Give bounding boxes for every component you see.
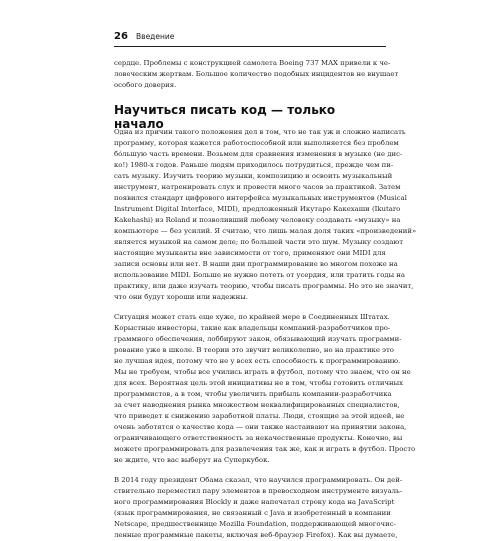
text-line: ко!) 1980-х годов. Раньше людям приходилось потрудиться, прежде чем пи-: [114, 161, 394, 169]
text-line: Ситуация может стать еще хуже, по крайней мере в Соединенных Штатах.: [114, 313, 390, 321]
text-line: можете программировать для развлечения так же, как и играть в футбол. Просто: [114, 445, 416, 453]
text-line: Instrument Digital Interface, MIDI), предложенный Икутаро Какехаши (Ikutaro: [114, 205, 401, 213]
text-line: В 2014 году президент Обама сказал, что научился программировать. Он дей-: [114, 476, 403, 484]
text-line: настоящие музыканты вне зависимости от того, применяют они MIDI для: [114, 249, 386, 257]
page-number: 26: [114, 31, 128, 42]
text-line: граммного обеспечения, лоббируют закон, обязывающий изучать программи-: [114, 335, 402, 343]
text-line: Одна из причин такого положения дел в том, что не так уж и сложно написать: [114, 128, 406, 136]
paragraph-4: [114, 475, 403, 541]
running-section-title: Введение: [136, 32, 175, 41]
text-line: Netscape, предшественнице Mozilla Foundation, поддерживающей многочис-: [114, 520, 396, 528]
text-line: программу, которая кажется работоспособной или выполняется без проблем: [114, 139, 399, 147]
page-header: [114, 26, 386, 47]
text-line: рование уже в школе. В теории это звучит великолепно, но на практике это: [114, 346, 394, 354]
text-line: ленные программные пакеты, включая веб-браузер Firefox). Как вы думаете,: [114, 531, 398, 539]
text-line: очень заботятся о качестве кода — они также настаивают на принятии закона,: [114, 423, 407, 431]
text-line: особого доверия.: [114, 81, 177, 89]
text-line: Корыстные инвесторы, такие как владельцы компаний-разработчиков про-: [114, 324, 391, 332]
text-line: что они будут хороши или надежны.: [114, 293, 248, 301]
text-line: сать музыку. Изучить теорию музыки, композицию и освоить музыкальный: [114, 172, 393, 180]
section-heading: Научиться писать код — только начало: [114, 103, 336, 131]
text-line: сердце. Проблемы с конструкцией самолета Boeing 737 MAX привели к че-: [114, 59, 391, 67]
text-line: Мы не требуем, чтобы все учились играть в футбол, потому что знаем, что он не: [114, 368, 411, 376]
text-line: за счет наводнения рынка множеством неквалифицированных специалистов,: [114, 401, 400, 409]
text-line: программистов, а в том, чтобы увеличить прибыль компании-разработчика: [114, 390, 392, 398]
text-line: инструмент, натренировать слух и провести много часов за практикой. Затем: [114, 183, 401, 191]
text-line: ловеческим жертвам. Большое количество подобных инцидентов не внушает: [114, 70, 399, 78]
text-line: записи основы или нет. В наши дни программирование во многом похоже на: [114, 260, 398, 268]
text-line: Kakehashi) из Roland и позволивший любому человеку создавать «музыку» на: [114, 216, 401, 224]
text-line: для всех. Вероятная цель этой инициативы не в том, чтобы готовить отличных: [114, 379, 404, 387]
text-line: использование MIDI. Больше не нужно потеть от усердия, или тратить годы на: [114, 271, 405, 279]
text-line: компьютере — без усилий. Я считаю, что лишь малая доля таких «произведений»: [114, 227, 417, 235]
text-line: не ждите, что вас выберут на Суперкубок.: [114, 456, 270, 464]
paragraph-1: [114, 58, 399, 91]
text-line: является музыкой на самом деле; по большей части это шум. Музыку создают: [114, 238, 404, 246]
paragraph-2: [114, 127, 417, 303]
text-line: не лучшая идея, потому что не у всех есть способность к программированию.: [114, 357, 401, 365]
text-line: бóльшую часть времени. Возьмем для сравнения изменения в музыке (не дис-: [114, 150, 403, 158]
text-line: практику, или даже изучать теорию, чтобы писать программы. Но это не значит,: [114, 282, 414, 290]
text-line: ограничивающего ответственность за некачественные продукты. Конечно, вы: [114, 434, 403, 442]
paragraph-3: [114, 312, 416, 466]
text-line: (язык программирования, не связанный с Java и изобретенный в компании: [114, 509, 391, 517]
text-line: что приведет к снижению заработной платы. Люди, стоящие за этой идеей, не: [114, 412, 405, 420]
text-line: появился стандарт цифрового интерфейса музыкальных инструментов (Musical: [114, 194, 407, 202]
text-line: ствительно переместил пару элементов в превосходном инструменте визуаль-: [114, 487, 403, 495]
text-line: ного программирования Blockly и даже напечатал строку кода на JavaScript: [114, 498, 395, 506]
